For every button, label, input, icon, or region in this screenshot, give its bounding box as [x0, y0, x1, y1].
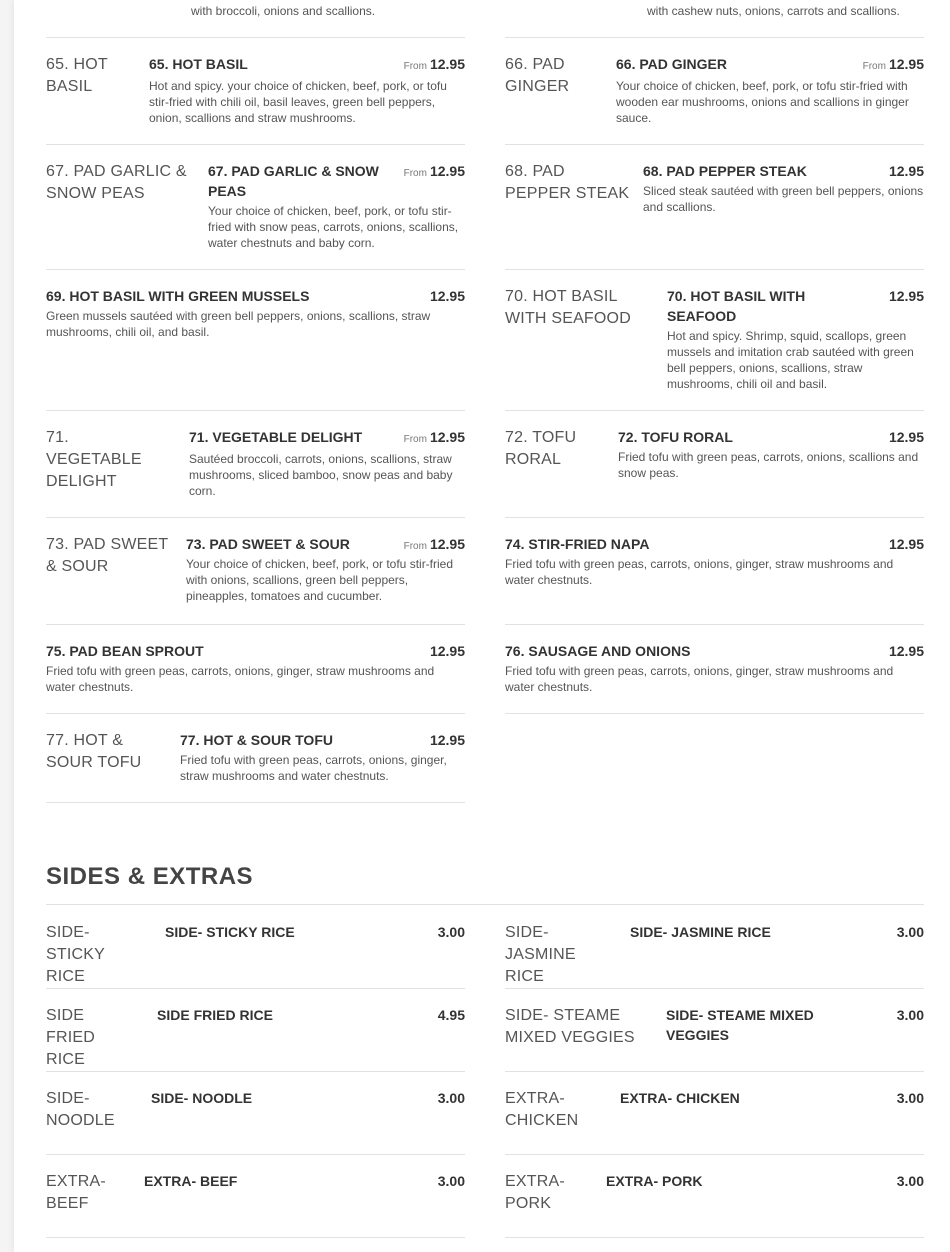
menu-item-extra-beef[interactable] — [46, 1155, 465, 1238]
menu-item-description: Fried tofu with green peas, carrots, onions, ginger, straw mushrooms and water chestnuts. — [46, 664, 435, 694]
menu-item-description: Hot and spicy. your choice of chicken, beef, pork, or tofu stir-fried with chili oil, basil leaves, green bell peppers, onion, scallions and straw mushrooms. — [149, 79, 447, 125]
menu-item-side-steame-mixed-veggies[interactable] — [505, 989, 924, 1072]
menu-item-tofu-roral[interactable] — [505, 411, 924, 518]
menu-item-price: 4.95 — [437, 1007, 465, 1023]
menu-item-price: 3.00 — [437, 1173, 465, 1189]
menu-item-price: 3.00 — [437, 1090, 465, 1106]
price-from-label: From — [862, 61, 886, 72]
menu-item-description: Fried tofu with green peas, carrots, onions, scallions and snow peas. — [618, 450, 919, 480]
menu-item-name: EXTRA- CHICKEN — [620, 1090, 740, 1106]
menu-item-description: Your choice of chicken, beef, pork, or tofu stir-fried with snow peas, carrots, onions, scallions, water chestnuts and baby corn. — [208, 204, 459, 250]
price-value: 12.95 — [888, 56, 924, 72]
menu-item-price: 3.00 — [437, 924, 465, 940]
menu-item-image: SIDE- STEAME MIXED VEGGIES — [505, 1007, 635, 1046]
menu-item-name: SIDE- STEAME MIXED VEGGIES — [666, 1007, 814, 1043]
menu-item-image: 71. VEGETABLE DELIGHT — [46, 429, 142, 490]
menu-item-name: 76. SAUSAGE AND ONIONS — [505, 643, 691, 659]
price-value: 12.95 — [888, 536, 924, 552]
menu-item-description: Sliced steak sautéed with green bell peppers, onions and scallions. — [643, 184, 924, 214]
menu-item-price — [889, 161, 924, 181]
menu-item-vegetable-delight[interactable] — [46, 411, 465, 518]
menu-item-image: SIDE- JASMINE RICE — [505, 924, 576, 985]
menu-item-name: SIDE FRIED RICE — [157, 1007, 273, 1023]
menu-item-description: Fried tofu with green peas, carrots, onions, ginger, straw mushrooms and water chestnuts. — [505, 664, 894, 694]
menu-item-price — [430, 641, 465, 661]
menu-item-image: SIDE- STICKY RICE — [46, 924, 105, 985]
price-value: 12.95 — [429, 163, 465, 179]
menu-item-name: 71. VEGETABLE DELIGHT — [189, 429, 363, 445]
menu-item-name: 77. HOT & SOUR TOFU — [180, 732, 333, 748]
menu-item-pad-ginger[interactable] — [505, 38, 924, 145]
menu-item-price: 3.00 — [896, 1007, 924, 1023]
menu-item-price — [863, 54, 924, 77]
menu-item-description: Fried tofu with green peas, carrots, onions, ginger, straw mushrooms and water chestnuts. — [180, 753, 447, 783]
price-value: 12.95 — [429, 429, 465, 445]
menu-item-extra-chicken[interactable] — [505, 1072, 924, 1155]
price-value: 12.95 — [888, 429, 924, 445]
menu-item-price: 3.00 — [896, 1090, 924, 1106]
menu-item-side-sticky-rice[interactable] — [46, 906, 465, 989]
menu-item-name: SIDE- NOODLE — [151, 1090, 253, 1106]
menu-item-partial-right[interactable] — [505, 0, 924, 38]
menu-item-name: EXTRA- PORK — [606, 1173, 703, 1189]
price-value: 12.95 — [429, 288, 465, 304]
price-from-label: From — [403, 61, 427, 72]
menu-item-image: 73. PAD SWEET & SOUR — [46, 536, 169, 575]
menu-item-name: 74. STIR-FRIED NAPA — [505, 536, 650, 552]
menu-item-image: 70. HOT BASIL WITH SEAFOOD — [505, 288, 631, 327]
price-value: 12.95 — [429, 643, 465, 659]
menu-item-pad-garlic-snow-peas[interactable] — [46, 145, 465, 270]
menu-item-description: Hot and spicy. Shrimp, squid, scallops, green mussels and imitation crab sautéed with green bell peppers, onions, scallions, straw mushrooms, chili oil and basil. — [667, 329, 914, 391]
menu-item-side-jasmine-rice[interactable] — [505, 906, 924, 989]
menu-item-image: EXTRA- BEEF — [46, 1173, 106, 1212]
menu-item-price: 3.00 — [896, 924, 924, 940]
menu-item-description: Sautéed broccoli, carrots, onions, scallions, straw mushrooms, sliced bamboo, snow peas and baby corn. — [189, 452, 453, 498]
menu-item-image: EXTRA- PORK — [505, 1173, 565, 1212]
menu-item-price — [889, 534, 924, 554]
menu-item-pad-pepper-steak[interactable] — [505, 145, 924, 270]
menu-item-description: with broccoli, onions and scallions. — [191, 4, 376, 18]
menu-item-price — [404, 534, 465, 557]
menu-item-price — [889, 427, 924, 447]
menu-item-pad-bean-sprout[interactable] — [46, 625, 465, 714]
menu-item-hot-sour-tofu[interactable] — [46, 714, 465, 803]
menu-item-image: EXTRA- CHICKEN — [505, 1090, 579, 1129]
menu-item-name: 67. PAD GARLIC & SNOW PEAS — [208, 163, 379, 199]
section-title-sides-extras: SIDES & EXTRAS — [46, 862, 924, 905]
menu-item-name: EXTRA- BEEF — [144, 1173, 238, 1189]
menu-item-description: Green mussels sautéed with green bell peppers, onions, scallions, straw mushrooms, chili oil, and basil. — [46, 309, 431, 339]
price-value: 12.95 — [429, 536, 465, 552]
price-from-label: From — [403, 168, 427, 179]
menu-item-price — [404, 427, 465, 450]
menu-item-sausage-onions[interactable] — [505, 625, 924, 714]
menu-item-image: 67. PAD GARLIC & SNOW PEAS — [46, 163, 187, 202]
menu-item-description: with cashew nuts, onions, carrots and scallions. — [647, 4, 900, 18]
menu-item-side-fried-rice[interactable] — [46, 989, 465, 1072]
price-value: 12.95 — [888, 163, 924, 179]
menu-item-image: 77. HOT & SOUR TOFU — [46, 732, 142, 771]
menu-item-name: SIDE- STICKY RICE — [165, 924, 295, 940]
menu-item-price — [430, 286, 465, 306]
menu-item-name: 66. PAD GINGER — [616, 56, 727, 72]
price-value: 12.95 — [429, 732, 465, 748]
menu-item-price — [404, 54, 465, 77]
menu-item-name: 70. HOT BASIL WITH SEAFOOD — [667, 288, 806, 324]
price-from-label: From — [403, 541, 427, 552]
menu-item-pad-sweet-sour[interactable] — [46, 518, 465, 625]
menu-item-price — [430, 730, 465, 750]
menu-item-description: Fried tofu with green peas, carrots, onions, ginger, straw mushrooms and water chestnuts. — [505, 557, 894, 587]
menu-item-name: 72. TOFU RORAL — [618, 429, 733, 445]
menu-item-price — [404, 161, 465, 184]
menu-item-hot-basil[interactable] — [46, 38, 465, 145]
menu-item-name: SIDE- JASMINE RICE — [630, 924, 771, 940]
menu-items-grid — [46, 38, 924, 803]
menu-item-extra-pork[interactable] — [505, 1155, 924, 1238]
menu-item-image: SIDE FRIED RICE — [46, 1007, 95, 1068]
menu-item-image: 65. HOT BASIL — [46, 56, 108, 95]
menu-item-partial-left[interactable] — [46, 0, 465, 38]
price-from-label: From — [403, 434, 427, 445]
price-value: 12.95 — [429, 56, 465, 72]
menu-item-price: 3.00 — [896, 1173, 924, 1189]
menu-item-name: 73. PAD SWEET & SOUR — [186, 536, 350, 552]
menu-item-description: Your choice of chicken, beef, pork, or tofu stir-fried with onions, scallions, green bell peppers, pineapples, tomatoes and cucumber. — [186, 557, 454, 603]
menu-item-price — [889, 286, 924, 306]
price-value: 12.95 — [888, 288, 924, 304]
menu-item-image: 72. TOFU RORAL — [505, 429, 577, 468]
menu-item-hot-basil-seafood[interactable] — [505, 270, 924, 411]
menu-item-name: 65. HOT BASIL — [149, 56, 248, 72]
menu-item-name: 68. PAD PEPPER STEAK — [643, 163, 807, 179]
menu-item-price — [889, 641, 924, 661]
menu-item-stir-fried-napa[interactable] — [505, 518, 924, 625]
price-value: 12.95 — [888, 643, 924, 659]
menu-page — [14, 0, 950, 1252]
sides-items-grid — [46, 906, 924, 1238]
menu-item-name: 69. HOT BASIL WITH GREEN MUSSELS — [46, 288, 310, 304]
menu-item-hot-basil-green-mussels[interactable] — [46, 270, 465, 411]
menu-item-side-noodle[interactable] — [46, 1072, 465, 1155]
menu-item-description: Your choice of chicken, beef, pork, or tofu stir-fried with wooden ear mushrooms, onions and scallions in ginger sauce. — [616, 79, 909, 125]
menu-item-image: 68. PAD PEPPER STEAK — [505, 163, 630, 202]
menu-item-image: 66. PAD GINGER — [505, 56, 570, 95]
menu-item-name: 75. PAD BEAN SPROUT — [46, 643, 204, 659]
menu-item-image: SIDE- NOODLE — [46, 1090, 115, 1129]
